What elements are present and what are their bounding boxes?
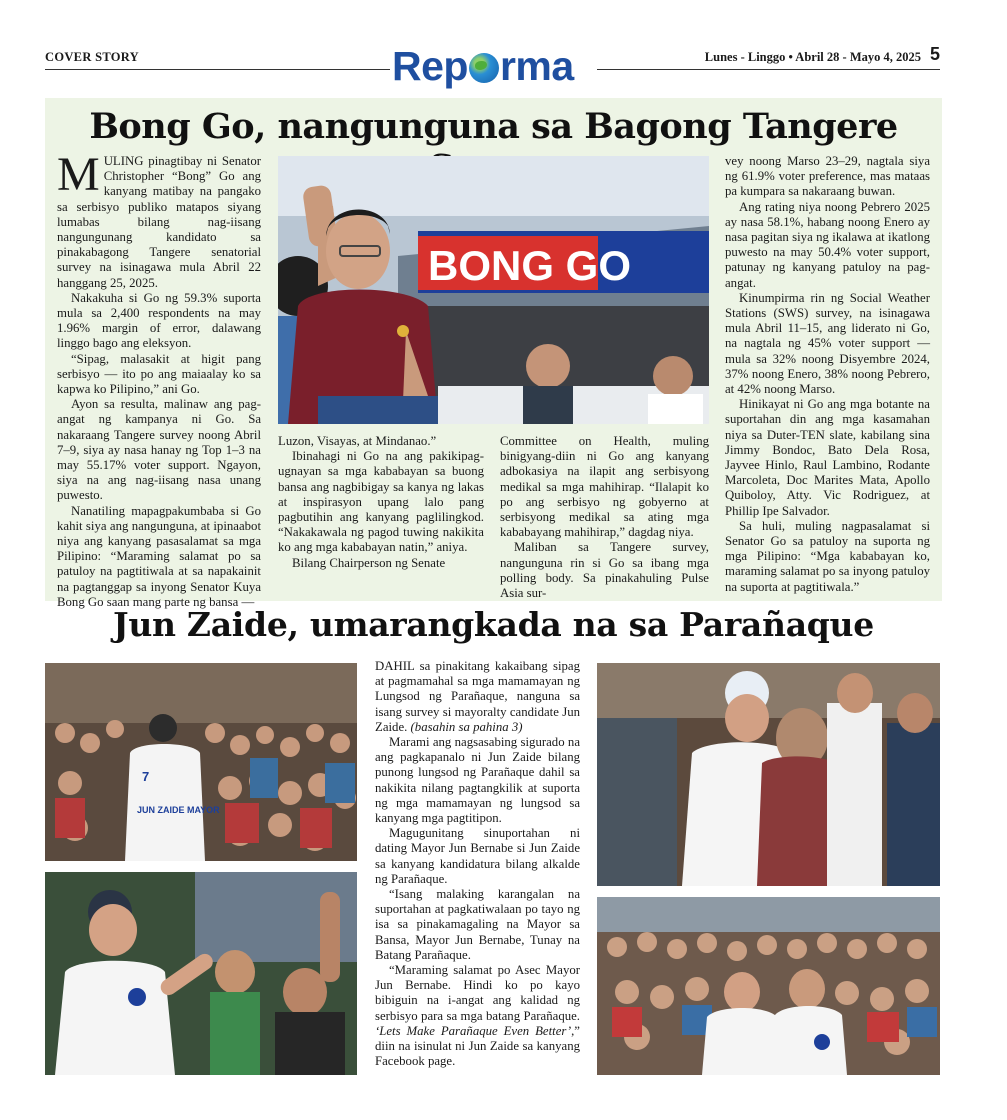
bong-go-waving-photo (278, 156, 709, 424)
story1-column-2 (278, 434, 484, 571)
paragraph: vey noong Marso 23–29, nagtala siya ng 61.9% voter preference, mas mataas pa kumpara sa nakaraang buwan. (725, 154, 930, 199)
paragraph: Sa huli, muling nagpasalamat si Senator Go sa patuloy na suporta ng mga Pilipino: “Mga kababayan ko, maraming salamat po sa inyong patuloy na suporta at pagtitiwala.” (725, 518, 930, 594)
paragraph: Bilang Chairperson ng Senate (292, 555, 446, 570)
paragraph: ULING pinagtibay ni Senator Christopher “Bong” Go ang kanyang matibay na pangako sa serbisyo publiko matapos siyang lumabas bilang nag-iisang nangungunang kandidato sa pinakabagong Tangere senatorial survey na isinagawa mula Abril 22 hanggang 25, 2025. (57, 154, 261, 290)
drop-cap: M (57, 148, 100, 201)
section-label: COVER STORY (45, 50, 139, 64)
story1-column-3 (500, 434, 709, 601)
headline-jun-zaide: Jun Zaide, umarangkada na sa Parañaque (113, 605, 874, 644)
headline-bong-go: Bong Go, nangunguna sa Bagong Tangere (89, 106, 898, 147)
paragraph: “Maraming salamat po Asec Mayor Jun Bernabe. Hindi ko po kayo bibiguin na i-angat ang kalidad ng serbisyo para sa mga batang Parañaque. (375, 963, 580, 1023)
paragraph: Ang rating niya noong Pebrero 2025 ay nasa 58.1%, habang noong Enero ay nasa pagitan siya ng ikalawa at ikatlong puwesto na may 50.4% voter support, patunay ng kanyang patuloy na pag-angat. (725, 199, 930, 290)
paragraph: Nanatiling mapagpakumbaba si Go kahit siya ang nangunguna, at ipinaabot niya ang kanyang pasasalamat sa mga Pilipino: “Maraming salamat po sa patuloy na pagtitiwala at sa napakainit na pagtanggap sa inyong Senator Kuya Bong Go saan mang parte ng bansa — (57, 503, 261, 609)
header-rule-left (45, 69, 390, 70)
paragraph: Marami ang nagsasabing sigurado na ang pagkapanalo ni Jun Zaide bilang punong lungsod ng Parañaque dahil sa nakikita nilang pagtangkilik at suporta ng mga mamamayan ng lungsod sa kanyang mga pagtitipon. (375, 735, 580, 826)
continued-note: (basahin sa pahina 3) (410, 719, 523, 734)
banner-text: BONG GO (428, 242, 632, 289)
paragraph: Nakakuha si Go ng 59.3% suporta mula sa 2,400 respondents na may 1.96% margin of error, dalawang linggo bago ang eleksyon. (57, 290, 261, 351)
paragraph: Committee on Health, muling binigyang-diin ni Go ang kanyang adbokasiya na ilapit ang serbisyong medikal sa mga mahihirap. “Ilalapit ko po ang serbisyo ng gobyerno at serbisyong medikal sa ating mga kababayang mahihirap,” dagdag niya. (500, 434, 709, 540)
paragraph: Kinumpirma rin ng Social Weather Stations (SWS) survey, na isinagawa mula Abril 11–15, ang liderato ni Go, na nagtala ng 45% voter support — mula sa 32% noong Disyembre 2024, 37% noong Enero, 38% noong Pebrero, at 42% noong Marso. (725, 290, 930, 397)
paragraph: “Sipag, malasakit at higit pang serbisyo — ito po ang maiaalay ko sa kapwa ko Pilipino,” ani Go. (57, 351, 261, 397)
story2-column (375, 659, 580, 1069)
crowd-rally-photo (45, 663, 357, 861)
page-number: 5 (929, 44, 940, 64)
paragraph: Ayon sa resulta, malinaw ang pag-angat ng kampanya ni Go. Sa nakaraang Tangere survey noong Abril 7–9, siya ay nasa hanay ng Top 1–3 na may 55.17% voter support. Ngayon, siya na ang nag-iisang nasa unang puwesto. (57, 397, 261, 503)
paragraph: “Isang malaking karangalan na suportahan at pagkatiwalaan po tayo ng isa sa pinakamagaling na Mayor sa Bansa, Mayor Jun Bernabe, Tunay na Batang Parañaque. (375, 887, 580, 962)
globe-icon (469, 53, 499, 83)
crowd-peace-sign-photo (597, 897, 940, 1075)
header-rule-right (597, 69, 940, 70)
supporters-selfie-photo (45, 872, 357, 1075)
story1-column-1 (57, 148, 261, 610)
shirt-label: JUN ZAIDE MAYOR (137, 805, 220, 815)
paragraph: Hinikayat ni Go ang mga botante na suportahan din ang mga kasamahan niya sa Duter-TEN slate, kabilang sina Jimmy Bondoc, Bato Dela Rosa, Jayvee Hinlo, Raul Lambino, Rodante Marcoleta, Doc Marites Mata, Apollo Quiboloy, Atty. Vic Rodriguez, at Phillip Ipe Salvador. (725, 397, 930, 518)
paragraph: Maliban sa Tangere survey, nangunguna rin si Go sa ibang mga polling body. Sa pinakahuling Pulse Asia sur- (500, 540, 709, 601)
story1-column-4 (725, 154, 930, 595)
story-bong-go (45, 98, 942, 609)
reporma-logo: Rep rma (392, 42, 574, 89)
paragraph: Ibinahagi ni Go na ang pakikipag-ugnayan sa mga kababayan sa buong bansa ang nagbibigay sa kanya ng lakas at inspirasyon upang lalo pang pagbutihin ang kanyang paglilingkod. “Nakakawala ng pagod tuwing nakikita ko ang mga kababayan natin,” aniya. (278, 449, 484, 555)
issue-date: Lunes - Linggo • Abril 28 - Mayo 4, 2025 (704, 50, 921, 64)
paragraph: DAHIL sa pinakitang kakaibang sipag at pagmamahal sa mga mamamayan ng Lungsod ng Parañaque, nanguna sa isang survey si mayoralty candidate Jun Zaide. (375, 659, 580, 734)
paragraph: Magugunitang sinuportahan ni dating Mayor Jun Bernabe si Jun Zaide sa kanyang kandidatura bilang alkalde ng Parañaque. (375, 826, 580, 886)
shirt-number: 7 (142, 769, 150, 784)
paragraph-end: ,” diin na isinulat ni Jun Zaide sa kanyang Facebook page. (375, 1023, 580, 1069)
slogan: ‘Lets Make Parañaque Even Better’ (375, 1023, 572, 1038)
hug-elderly-woman-photo (597, 663, 940, 886)
paragraph: Luzon, Visayas, at Mindanao.” (278, 434, 437, 448)
